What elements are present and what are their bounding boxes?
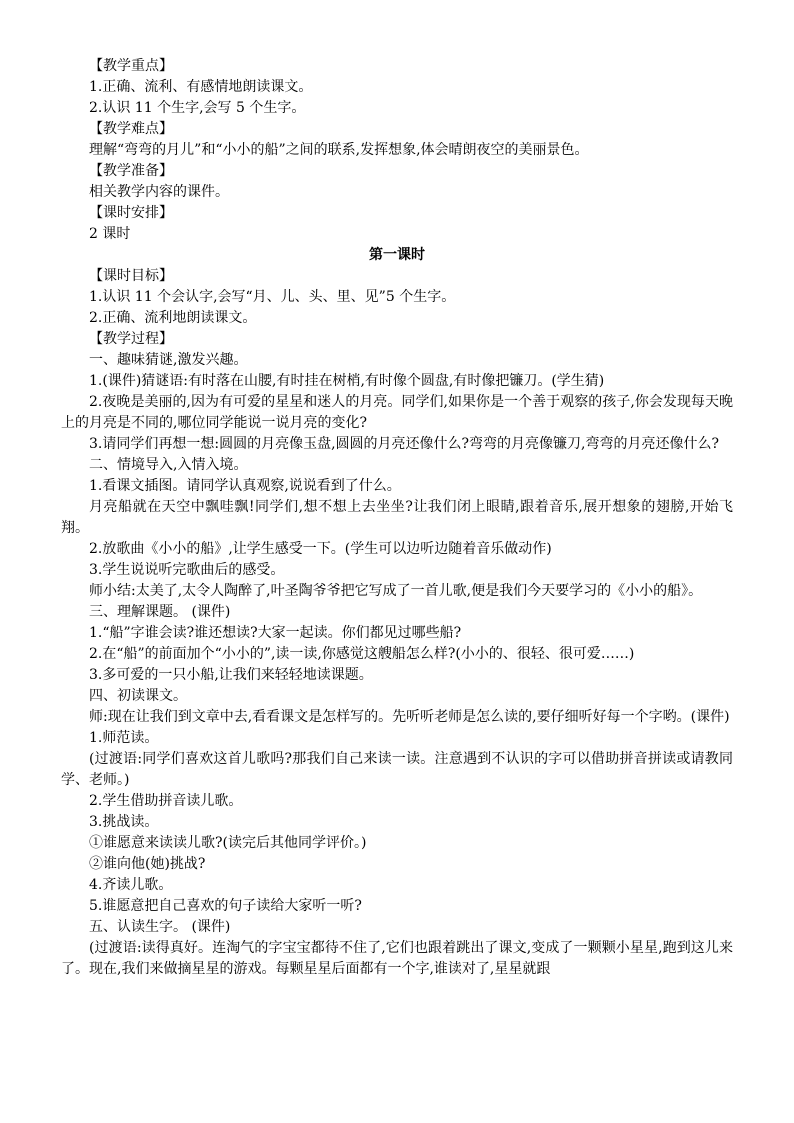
paragraph: 2.正确、流利地朗读课文。 <box>89 310 257 326</box>
paragraph: 五、认读生字。 (课件) <box>89 919 231 935</box>
paragraph: 2 课时 <box>89 226 131 242</box>
paragraph: 1.看课文插图。请同学认真观察,说说看到了什么。 <box>89 478 401 494</box>
section-heading-objectives: 【课时目标】 <box>89 268 173 284</box>
section-heading-key-points: 【教学重点】 <box>89 58 173 74</box>
paragraph: 2.夜晚是美丽的,因为有可爱的星星和迷人的月亮。同学们,如果你是一个善于观察的孩子,你会发现每天晚上的月亮是不同的,哪位同学能说一说月亮的变化? <box>61 394 733 431</box>
document-page <box>61 56 733 980</box>
paragraph: ①谁愿意来读读儿歌?(读完后其他同学评价。) <box>89 835 367 851</box>
paragraph: 一、趣味猜谜,激发兴趣。 <box>89 352 248 368</box>
section-heading-process: 【教学过程】 <box>89 331 173 347</box>
paragraph: 2.认识 11 个生字,会写 5 个生字。 <box>89 100 306 116</box>
paragraph: 三、理解课题。 (课件) <box>89 604 231 620</box>
paragraph: 3.挑战读。 <box>89 814 159 830</box>
paragraph: 1.(课件)猜谜语:有时落在山腰,有时挂在树梢,有时像个圆盘,有时像把镰刀。(学生猜) <box>89 373 605 389</box>
paragraph: 1.“船”字谁会读?谁还想读?大家一起读。你们都见过哪些船? <box>89 625 462 641</box>
paragraph: 师小结:太美了,太令人陶醉了,叶圣陶爷爷把它写成了一首儿歌,便是我们今天要学习的《小小的船》。 <box>89 583 703 599</box>
paragraph: 相关教学内容的课件。 <box>89 184 229 200</box>
paragraph: 二、情境导入,入情入境。 <box>89 457 248 473</box>
paragraph: 3.学生说说听完歌曲后的感受。 <box>89 562 285 578</box>
paragraph: 四、初读课文。 <box>89 688 187 704</box>
paragraph: 2.学生借助拼音读儿歌。 <box>89 793 243 809</box>
paragraph: 理解“弯弯的月儿”和“小小的船”之间的联系,发挥想象,体会晴朗夜空的美丽景色。 <box>89 142 589 158</box>
paragraph: 3.多可爱的一只小船,让我们来轻轻地读课题。 <box>89 667 373 683</box>
paragraph: 2.在“船”的前面加个“小小的”,读一读,你感觉这艘船怎么样?(小小的、很轻、很可爱……) <box>89 646 635 662</box>
section-heading-difficulties: 【教学难点】 <box>89 121 173 137</box>
paragraph: (过渡语:读得真好。连淘气的字宝宝都待不住了,它们也跟着跳出了课文,变成了一颗颗小星星,跑到这儿来了。现在,我们来做摘星星的游戏。每颗星星后面都有一个字,谁读对了,星星就跟 <box>61 940 733 977</box>
paragraph: 1.认识 11 个会认字,会写“月、儿、头、里、见”5 个生字。 <box>89 289 456 305</box>
paragraph: 1.正确、流利、有感情地朗读课文。 <box>89 79 313 95</box>
paragraph: 4.齐读儿歌。 <box>89 877 173 893</box>
paragraph: 1.师范读。 <box>89 730 159 746</box>
paragraph: 3.请同学们再想一想:圆圆的月亮像玉盘,圆圆的月亮还像什么?弯弯的月亮像镰刀,弯弯的月亮还像什么? <box>89 436 719 452</box>
section-heading-preparation: 【教学准备】 <box>89 163 173 179</box>
paragraph: (过渡语:同学们喜欢这首儿歌吗?那我们自己来读一读。注意遇到不认识的字可以借助拼音拼读或请教同学、老师。) <box>61 751 733 788</box>
paragraph: 5.谁愿意把自己喜欢的句子读给大家听一听? <box>89 898 362 914</box>
lesson-title: 第一课时 <box>369 247 425 263</box>
paragraph: 2.放歌曲《小小的船》,让学生感受一下。(学生可以边听边随着音乐做动作) <box>89 541 552 557</box>
paragraph: 月亮船就在天空中飘哇飘!同学们,想不想上去坐坐?让我们闭上眼睛,跟着音乐,展开想象的翅膀,开始飞翔。 <box>61 499 733 536</box>
section-heading-schedule: 【课时安排】 <box>89 205 173 221</box>
paragraph: 师:现在让我们到文章中去,看看课文是怎样写的。先听听老师是怎么读的,要仔细听好每一个字哟。(课件) <box>89 709 730 725</box>
paragraph: ②谁向他(她)挑战? <box>89 856 206 872</box>
